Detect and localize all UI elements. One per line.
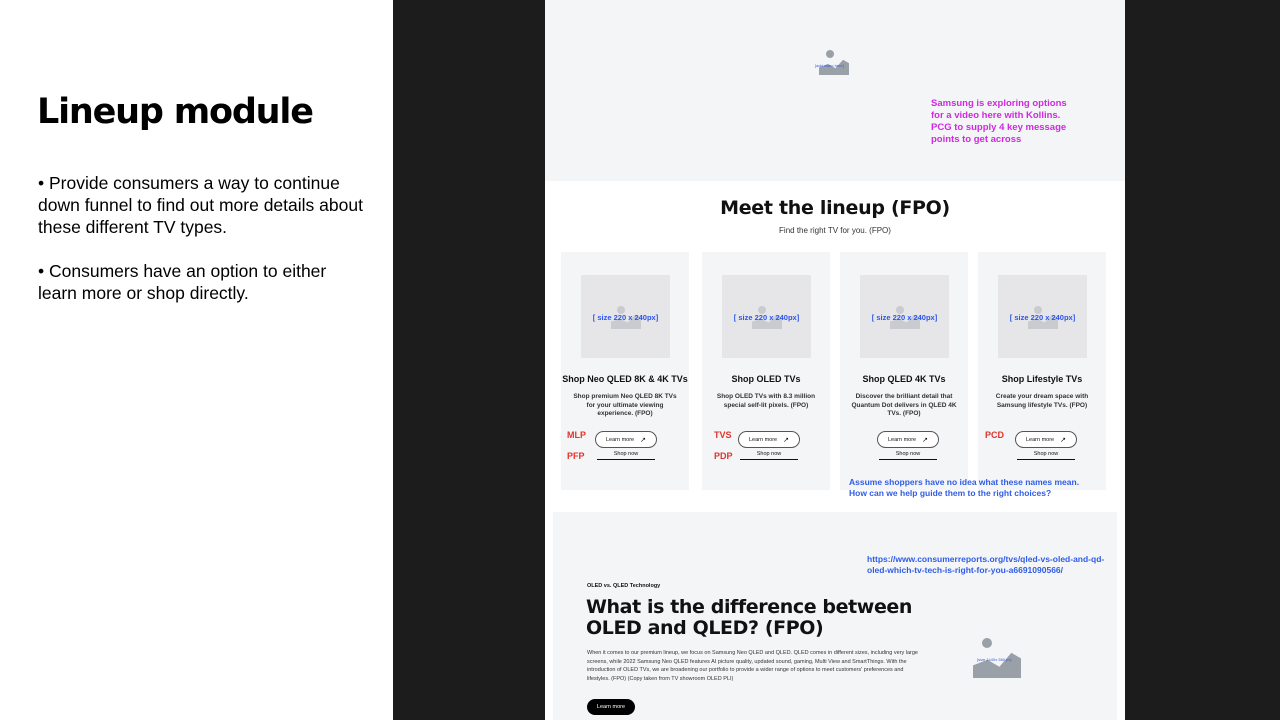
lineup-card-oled (702, 252, 830, 490)
card-title: Shop Neo QLED 8K & 4K TVs (562, 374, 688, 384)
card-image-label: [ size 220 x 240px] (871, 313, 938, 322)
card-title: Shop QLED 4K TVs (862, 374, 946, 384)
card-description: Create your dream space with Samsung lifestyle TVs. (FPO) (995, 393, 1089, 409)
hero-image-label: [add video here] (815, 63, 844, 68)
learn-more-button[interactable] (595, 431, 657, 448)
lineup-card-lifestyle (978, 252, 1106, 490)
video-note: Samsung is exploring options for a video here with Kollins. PCG to supply 4 key message points to get across (931, 98, 1067, 145)
card-title: Shop OLED TVs (731, 374, 801, 384)
image-placeholder-icon (817, 48, 851, 76)
card-title: Shop Lifestyle TVs (1001, 374, 1083, 384)
card-tag-bottom: PDP (714, 451, 733, 461)
compare-eyebrow: OLED vs. QLED Technology (587, 583, 661, 589)
card-image-placeholder (581, 275, 670, 358)
slide-bullet-1: • Provide consumers a way to continue down funnel to find out more details about these different TV types. (38, 173, 363, 237)
compare-title: What is the difference between OLED and QLED? (FPO) (586, 596, 913, 639)
card-tag-top: MLP (567, 430, 586, 440)
oled-vs-qled-section (553, 512, 1117, 720)
lineup-card-neo-qled (561, 252, 689, 490)
card-image-placeholder (722, 275, 811, 358)
card-image-label: [ size 220 x 240px] (592, 313, 659, 322)
guidance-note: Assume shoppers have no idea what these names mean. How can we help guide them to the right choices? (849, 477, 1080, 498)
learn-more-label: Learn more (748, 436, 778, 443)
learn-more-button[interactable] (1015, 431, 1077, 448)
learn-more-button[interactable] (877, 431, 939, 448)
shop-now-link[interactable]: Shop now (879, 451, 937, 460)
arrow-up-right-icon: ↗ (640, 436, 646, 444)
card-image-placeholder (860, 275, 949, 358)
arrow-up-right-icon: ↗ (1060, 436, 1066, 444)
card-tag-bottom: PFP (567, 451, 585, 461)
lineup-title: Meet the lineup (FPO) (720, 197, 950, 219)
card-description: Shop OLED TVs with 8.3 million special self-lit pixels. (FPO) (716, 393, 816, 409)
card-image-placeholder (998, 275, 1087, 358)
lineup-subtitle: Find the right TV for you. (FPO) (779, 226, 891, 235)
slide-bullet-2: • Consumers have an option to either learn more or shop directly. (38, 261, 327, 303)
card-tag-top: TVS (714, 430, 732, 440)
arrow-up-right-icon: ↗ (783, 436, 789, 444)
learn-more-label: Learn more (605, 436, 635, 443)
hero-video-area (545, 0, 1125, 181)
card-image-label: [ size 220 x 240px] (1009, 313, 1076, 322)
compare-learn-more-button[interactable]: Learn more (587, 699, 635, 715)
lineup-mockup (545, 0, 1125, 720)
arrow-up-right-icon: ↗ (922, 436, 928, 444)
shop-now-link[interactable]: Shop now (1017, 451, 1075, 460)
lineup-card-qled (840, 252, 968, 490)
learn-more-label: Learn more (887, 436, 917, 443)
learn-more-button[interactable] (738, 431, 800, 448)
reference-url-link[interactable]: https://www.consumerreports.org/tvs/qled-vs-oled-and-qd-oled-which-tv-tech-is-right-for-you-a6691090566/ (867, 554, 1105, 575)
compare-body: When it comes to our premium lineup, we focus on Samsung Neo QLED and QLED. QLED comes in different sizes, including very large screens, while 2022 Samsung Neo QLED features AI picture quality, updated sound, gaming, Multi View and SmartThings. With the introduction of OLED TVs, we are broadening our portfolio to provide a wider range of options to meet customers' preferences and lifestyles. (FPO) (Copy taken from TV showroom OLED PLI) (587, 650, 918, 682)
learn-more-label: Learn more (1025, 436, 1055, 443)
card-description: Discover the brilliant detail that Quantum Dot delivers in QLED 4K TVs. (FPO) (851, 393, 957, 417)
shop-now-link[interactable]: Shop now (740, 451, 798, 460)
slide-title: Lineup module (37, 92, 313, 132)
card-image-label: [ size 220 x 240px] (733, 313, 800, 322)
card-tag-top: PCD (985, 430, 1005, 440)
compare-image-label: [size 1440x 560 px] (977, 657, 1012, 662)
shop-now-link[interactable]: Shop now (597, 451, 655, 460)
card-description: Shop premium Neo QLED 8K TVs for your ultimate viewing experience. (FPO) (573, 393, 677, 417)
slide-text-panel (0, 0, 393, 720)
